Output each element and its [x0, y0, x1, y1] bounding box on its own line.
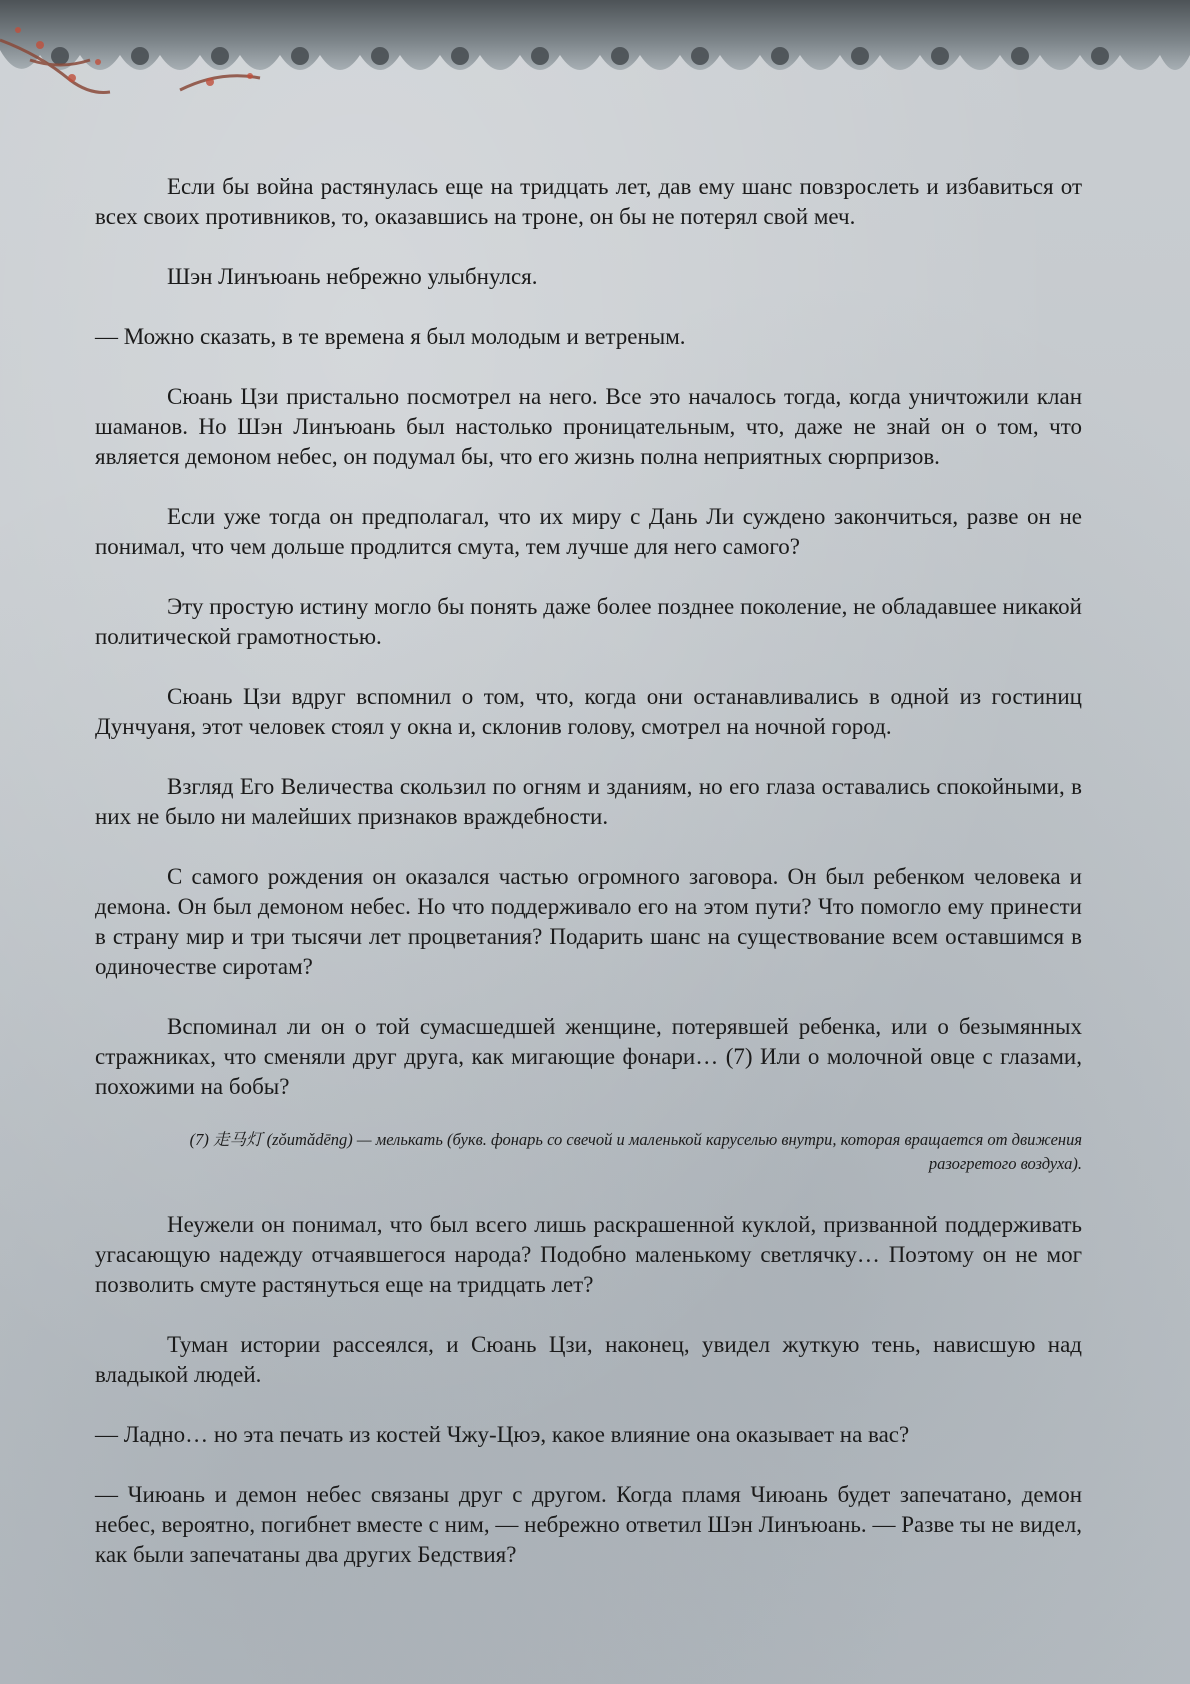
footnote: (7) 走马灯 (zǒumǎdēng) — мелькать (букв. фонарь со свечой и маленькой каруселью внутри, которая вращается от движения разогретого воздуха).	[189, 1130, 1082, 1173]
dialogue-line: — Можно сказать, в те времена я был молодым и ветреным.	[95, 324, 686, 349]
dialogue-line: — Чиюань и демон небес связаны друг с другом. Когда пламя Чиюань будет запечатано, демон небес, вероятно, погибнет вместе с ним, — небрежно ответил Шэн Линъюань. — Разве ты не видел, как были запечатаны два других Бедствия?	[95, 1482, 1082, 1567]
page-text	[95, 172, 1082, 1600]
paragraph: Неужели он понимал, что был всего лишь раскрашенной куклой, призванной поддерживать угасающую надежду отчаявшегося народа? Подобно маленькому светлячку… Поэтому он не мог позволить смуте растянуться еще на тридцать лет?	[95, 1212, 1082, 1297]
paragraph: Сюань Цзи вдруг вспомнил о том, что, когда они останавливались в одной из гостиниц Дунчуаня, этот человек стоял у окна и, склонив голову, смотрел на ночной город.	[95, 684, 1082, 739]
paragraph: Если бы война растянулась еще на тридцать лет, дав ему шанс повзрослеть и избавиться от всех своих противников, то, оказавшись на троне, он бы не потерял свой меч.	[95, 174, 1082, 229]
paragraph: Эту простую истину могло бы понять даже более позднее поколение, не обладавшее никакой политической грамотностью.	[95, 594, 1082, 649]
paragraph: Взгляд Его Величества скользил по огням и зданиям, но его глаза оставались спокойными, в них не было ни малейших признаков враждебности.	[95, 774, 1082, 829]
paragraph: Если уже тогда он предполагал, что их миру с Дань Ли суждено закончиться, разве он не понимал, что чем дольше продлится смута, тем лучше для него самого?	[95, 504, 1082, 559]
paragraph: Шэн Линъюань небрежно улыбнулся.	[167, 264, 538, 289]
paragraph: С самого рождения он оказался частью огромного заговора. Он был ребенком человека и демона. Он был демоном небес. Но что поддерживало его на этом пути? Что помогло ему принести в страну мир и три тысячи лет процветания? Подарить шанс на существование всем оставшимся в одиночестве сиротам?	[95, 864, 1082, 979]
dialogue-line: — Ладно… но эта печать из костей Чжу-Цюэ, какое влияние она оказывает на вас?	[95, 1422, 910, 1447]
paragraph: Сюань Цзи пристально посмотрел на него. Все это началось тогда, когда уничтожили клан шаманов. Но Шэн Линъюань был настолько проницательным, что, даже не знай он о том, что является демоном небес, он подумал бы, что его жизнь полна неприятных сюрпризов.	[95, 384, 1082, 469]
paragraph: Вспоминал ли он о той сумасшедшей женщине, потерявшей ребенка, или о безымянных стражниках, что сменяли друг друга, как мигающие фонари… (7) Или о молочной овце с глазами, похожими на бобы?	[95, 1014, 1082, 1099]
roof-tiles-decoration	[0, 0, 1190, 96]
paragraph: Туман истории рассеялся, и Сюань Цзи, наконец, увидел жуткую тень, нависшую над владыкой людей.	[95, 1332, 1082, 1387]
